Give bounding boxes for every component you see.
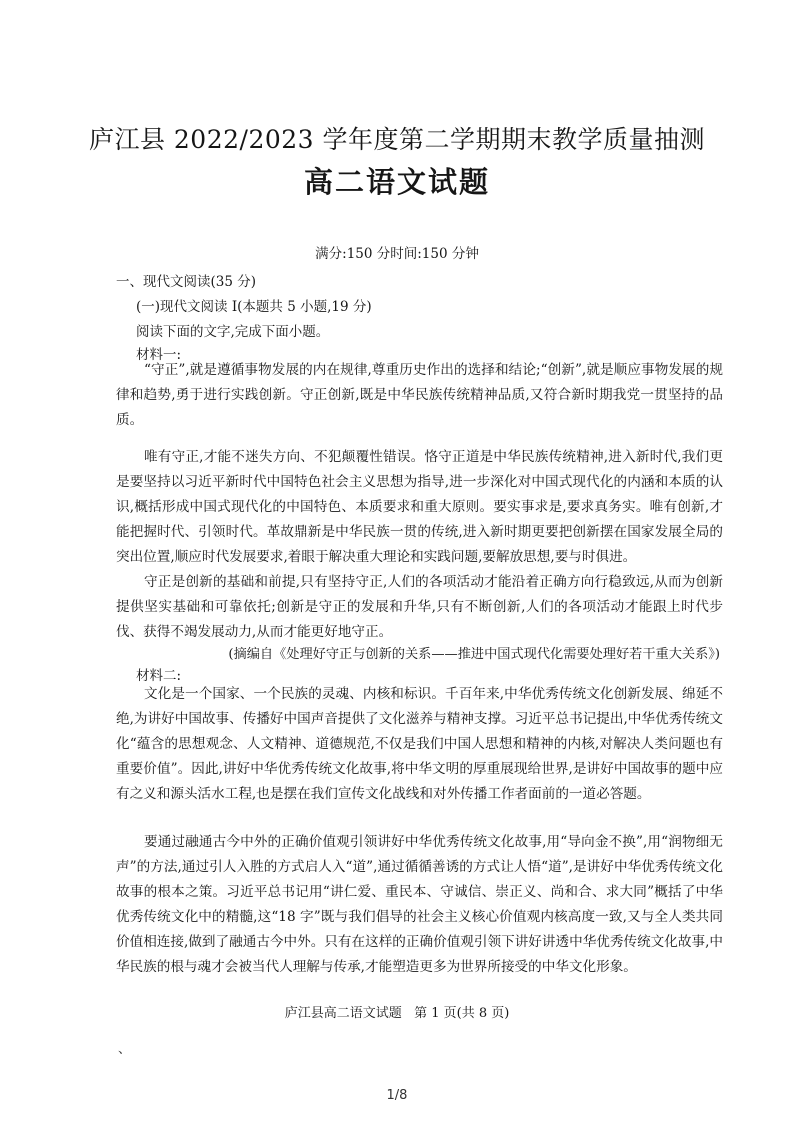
section-subheading: (一)现代文阅读 I(本题共 5 小题,19 分) (136, 299, 372, 315)
page-indicator: 1/8 (386, 1088, 408, 1103)
material2-paragraph: 要通过融通古今中外的正确价值观引领讲好中华优秀传统文化故事,用“导向金不换”,用“润物细无声”的方法,通过引人入胜的方式启人入“道”,通过循循善诱的方式让人悟“道”,是讲好中华优秀传统文化故事的根本之策。习近平总书记用“讲仁爱、重民本、守诚信、崇正义、尚和合、求大同”概括了中华优秀传统文化中的精髓,这“18 字”既与我们倡导的社会主义核心价值观内核高度一致,又与全人类共同价值相连接,做到了融通古今中外。只有在这样的正确价值观引领下讲好讲透中华优秀传统文化故事,中华民族的根与魂才会被当代人理解与传承,才能塑造更多为世界所接受的中华文化形象。 (116, 834, 723, 975)
exam-title: 庐江县 2022/2023 学年度第二学期期末教学质量抽测 (88, 125, 706, 154)
material2-label: 材料二: (136, 668, 182, 684)
material1-paragraph: 守正是创新的基础和前提,只有坚持守正,人们的各项活动才能沿着正确方向行稳致远,从而为创新提供坚实基础和可靠依托;创新是守正的发展和升华,只有不断创新,人们的各项活动才能跟上时代步伐、获得不竭发展动力,从而才能更好地守正。 (116, 574, 723, 640)
section-heading: 一、现代文阅读(35 分) (116, 274, 257, 290)
material1-source: (摘编自《处理好守正与创新的关系——推进中国式现代化需要处理好若干重大关系》) (228, 647, 720, 662)
stray-mark: 、 (118, 1042, 132, 1057)
exam-subtitle: 高二语文试题 (303, 165, 490, 199)
score-time-info: 满分:150 分时间:150 分钟 (315, 246, 479, 262)
page-footer: 庐江县高二语文试题 第 1 页(共 8 页) (284, 1006, 510, 1021)
reading-instruction: 阅读下面的文字,完成下面小题。 (136, 324, 330, 340)
material1-paragraph: 唯有守正,才能不迷失方向、不犯颠覆性错误。恪守正道是中华民族传统精神,进入新时代,我们更是要坚持以习近平新时代中国特色社会主义思想为指导,进一步深化对中国式现代化的内涵和本质的认识,概括形成中国式现代化的中国特色、本质要求和重大原则。要实事求是,要求真务实。唯有创新,才能把握时代、引领时代。革故鼎新是中华民族一贯的传统,进入新时期更要把创新摆在国家发展全局的突出位置,顺应时代发展要求,着眼于解决重大理论和实践问题,要解放思想,要与时俱进。 (116, 449, 723, 565)
material1-paragraph: “守正”,就是遵循事物发展的内在规律,尊重历史作出的选择和结论;“创新”,就是顺应事物发展的规律和趋势,勇于进行实践创新。守正创新,既是中华民族传统精神品质,又符合新时期我党一贯坚持的品质。 (116, 362, 723, 428)
material1-label: 材料一: (136, 347, 182, 363)
material2-paragraph: 文化是一个国家、一个民族的灵魂、内核和标识。千百年来,中华优秀传统文化创新发展、绵延不绝,为讲好中国故事、传播好中国声音提供了文化滋养与精神支撑。习近平总书记提出,中华优秀传统文化“蕴含的思想观念、人文精神、道德规范,不仅是我们中国人思想和精神的内核,对解决人类问题也有重要价值”。因此,讲好中华优秀传统文化故事,将中华文明的厚重展现给世界,是讲好中国故事的题中应有之义和源头活水工程,也是摆在我们宣传文化战线和对外传播工作者面前的一道必答题。 (116, 686, 723, 802)
